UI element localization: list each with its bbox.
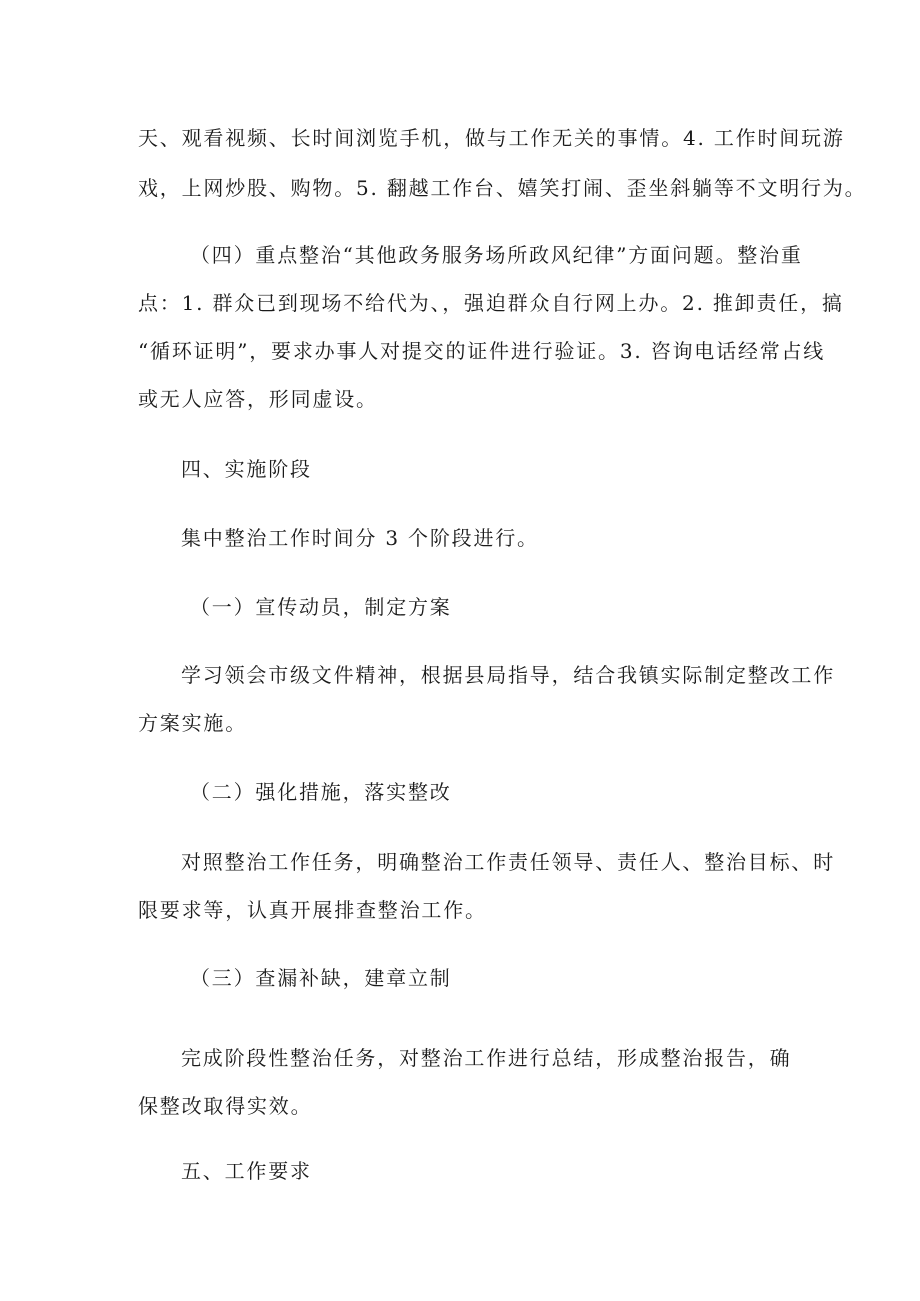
section-heading-implementation: 四、实施阶段: [181, 457, 312, 481]
subsection-heading-1: （一）宣传动员，制定方案: [190, 595, 452, 619]
subsection-heading-2: （二）强化措施，落实整改: [190, 780, 452, 804]
body-text-line: 天、观看视频、长时间浏览手机，做与工作无关的事情。4. 工作时间玩游: [138, 126, 845, 150]
section-item-4: （四）重点整治“其他政务服务场所政风纪律”方面问题。整治重: [190, 243, 803, 267]
body-text-line: 或无人应答，形同虚设。: [138, 387, 378, 411]
body-text-line: 点：1. 群众已到现场不给代为、，强迫群众自行网上办。2. 推卸责任，搞: [138, 291, 844, 315]
body-text-line: 方案实施。: [138, 711, 247, 735]
body-text-line: 集中整治工作时间分 3 个阶段进行。: [181, 526, 539, 550]
body-text-line: 对照整治工作任务，明确整治工作责任领导、责任人、整治目标、时: [181, 850, 835, 874]
body-text-line: “循环证明”，要求办事人对提交的证件进行验证。3. 咨询电话经常占线: [138, 339, 826, 363]
body-text-line: 限要求等，认真开展排查整治工作。: [138, 898, 487, 922]
section-heading-requirements: 五、工作要求: [181, 1159, 312, 1183]
body-text-line: 完成阶段性整治任务，对整治工作进行总结，形成整治报告，确: [181, 1046, 792, 1070]
body-text-line: 学习领会市级文件精神，根据县局指导，结合我镇实际制定整改工作: [181, 663, 835, 687]
body-text-line: 戏，上网炒股、购物。5. 翻越工作台、嬉笑打闹、歪坐斜躺等不文明行为。: [138, 176, 867, 200]
body-text-line: 保整改取得实效。: [138, 1094, 313, 1118]
subsection-heading-3: （三）查漏补缺，建章立制: [190, 966, 452, 990]
